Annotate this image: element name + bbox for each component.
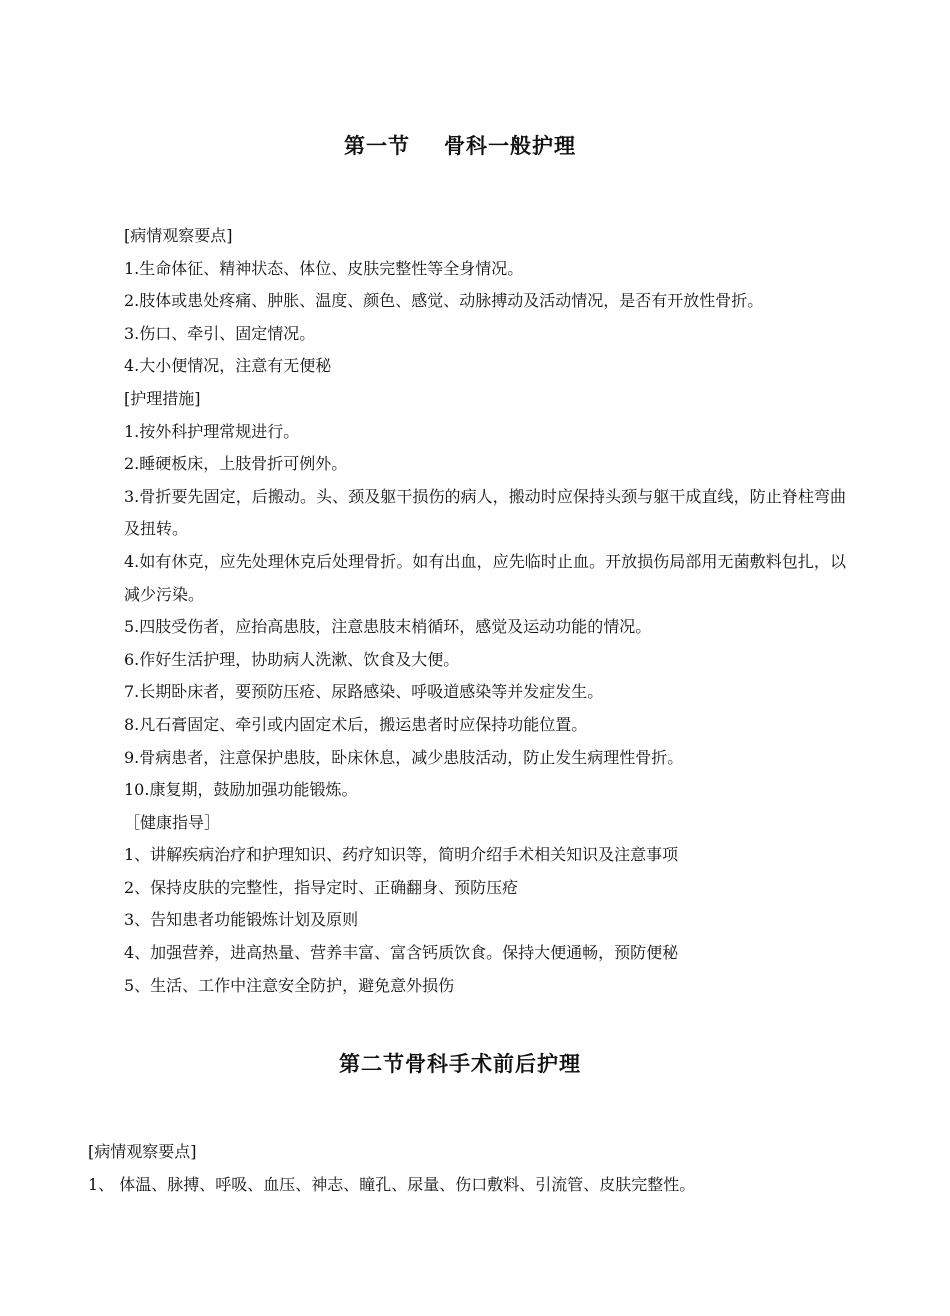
measure-item: 8.凡石膏固定、牵引或内固定术后，搬运患者时应保持功能位置。 [124, 714, 588, 734]
section1-title-text: 骨科一般护理 [444, 134, 576, 158]
guidance-item: 5、生活、工作中注意安全防护，避免意外损伤 [124, 975, 455, 995]
measure-item: 3.骨折要先固定，后搬动。头、颈及躯干损伤的病人，搬动时应保持头颈与躯干成直线，防止脊柱弯曲及扭转。 [124, 486, 846, 539]
section1-body [124, 220, 846, 1002]
section1-title-number: 第一节 [344, 134, 410, 158]
section1-title [0, 130, 920, 160]
guidance-item: 4、加强营养，进高热量、营养丰富、富含钙质饮食。保持大便通畅，预防便秘 [124, 943, 679, 963]
observation-item: 2.肢体或患处疼痛、肿胀、温度、颜色、感觉、动脉搏动及活动情况，是否有开放性骨折。 [124, 291, 764, 311]
section2-observation-heading: [病情观察要点] [88, 1142, 197, 1161]
guidance-item: 1、讲解疾病治疗和护理知识、药疗知识等，简明介绍手术相关知识及注意事项 [124, 845, 679, 865]
measure-item: 1.按外科护理常规进行。 [124, 421, 300, 441]
measure-item: 2.睡硬板床，上肢骨折可例外。 [124, 454, 348, 474]
observation-heading: [病情观察要点] [124, 226, 233, 245]
measure-item: 5.四肢受伤者，应抬高患肢，注意患肢末梢循环，感觉及运动功能的情况。 [124, 617, 652, 637]
observation-item: 3.伤口、牵引、固定情况。 [124, 323, 316, 343]
measure-item: 4.如有休克，应先处理休克后处理骨折。如有出血，应先临时止血。开放损伤局部用无菌敷料包扎，以减少污染。 [124, 551, 846, 604]
measure-item: 7.长期卧床者，要预防压疮、尿路感染、呼吸道感染等并发症发生。 [124, 682, 604, 702]
section2-title: 第二节骨科手术前后护理 [339, 1052, 581, 1076]
observation-item: 4.大小便情况，注意有无便秘 [124, 356, 332, 376]
guidance-heading: ［健康指导］ [124, 812, 221, 832]
section2-body [88, 1136, 848, 1201]
observation-item: 1.生命体征、精神状态、体位、皮肤完整性等全身情况。 [124, 258, 524, 278]
measures-heading: [护理措施] [124, 388, 201, 408]
guidance-item: 2、保持皮肤的完整性，指导定时、正确翻身、预防压疮 [124, 877, 519, 897]
measure-item: 9.骨病患者，注意保护患肢，卧床休息，减少患肢活动，防止发生病理性骨折。 [124, 747, 684, 767]
section2-observation-item: 1、 体温、脉搏、呼吸、血压、神志、瞳孔、尿量、伤口敷料、引流管、皮肤完整性。 [88, 1174, 696, 1194]
guidance-item: 3、告知患者功能锻炼计划及原则 [124, 910, 359, 930]
measure-item: 10.康复期，鼓励加强功能锻炼。 [124, 780, 358, 800]
measure-item: 6.作好生活护理，协助病人洗漱、饮食及大便。 [124, 649, 460, 669]
